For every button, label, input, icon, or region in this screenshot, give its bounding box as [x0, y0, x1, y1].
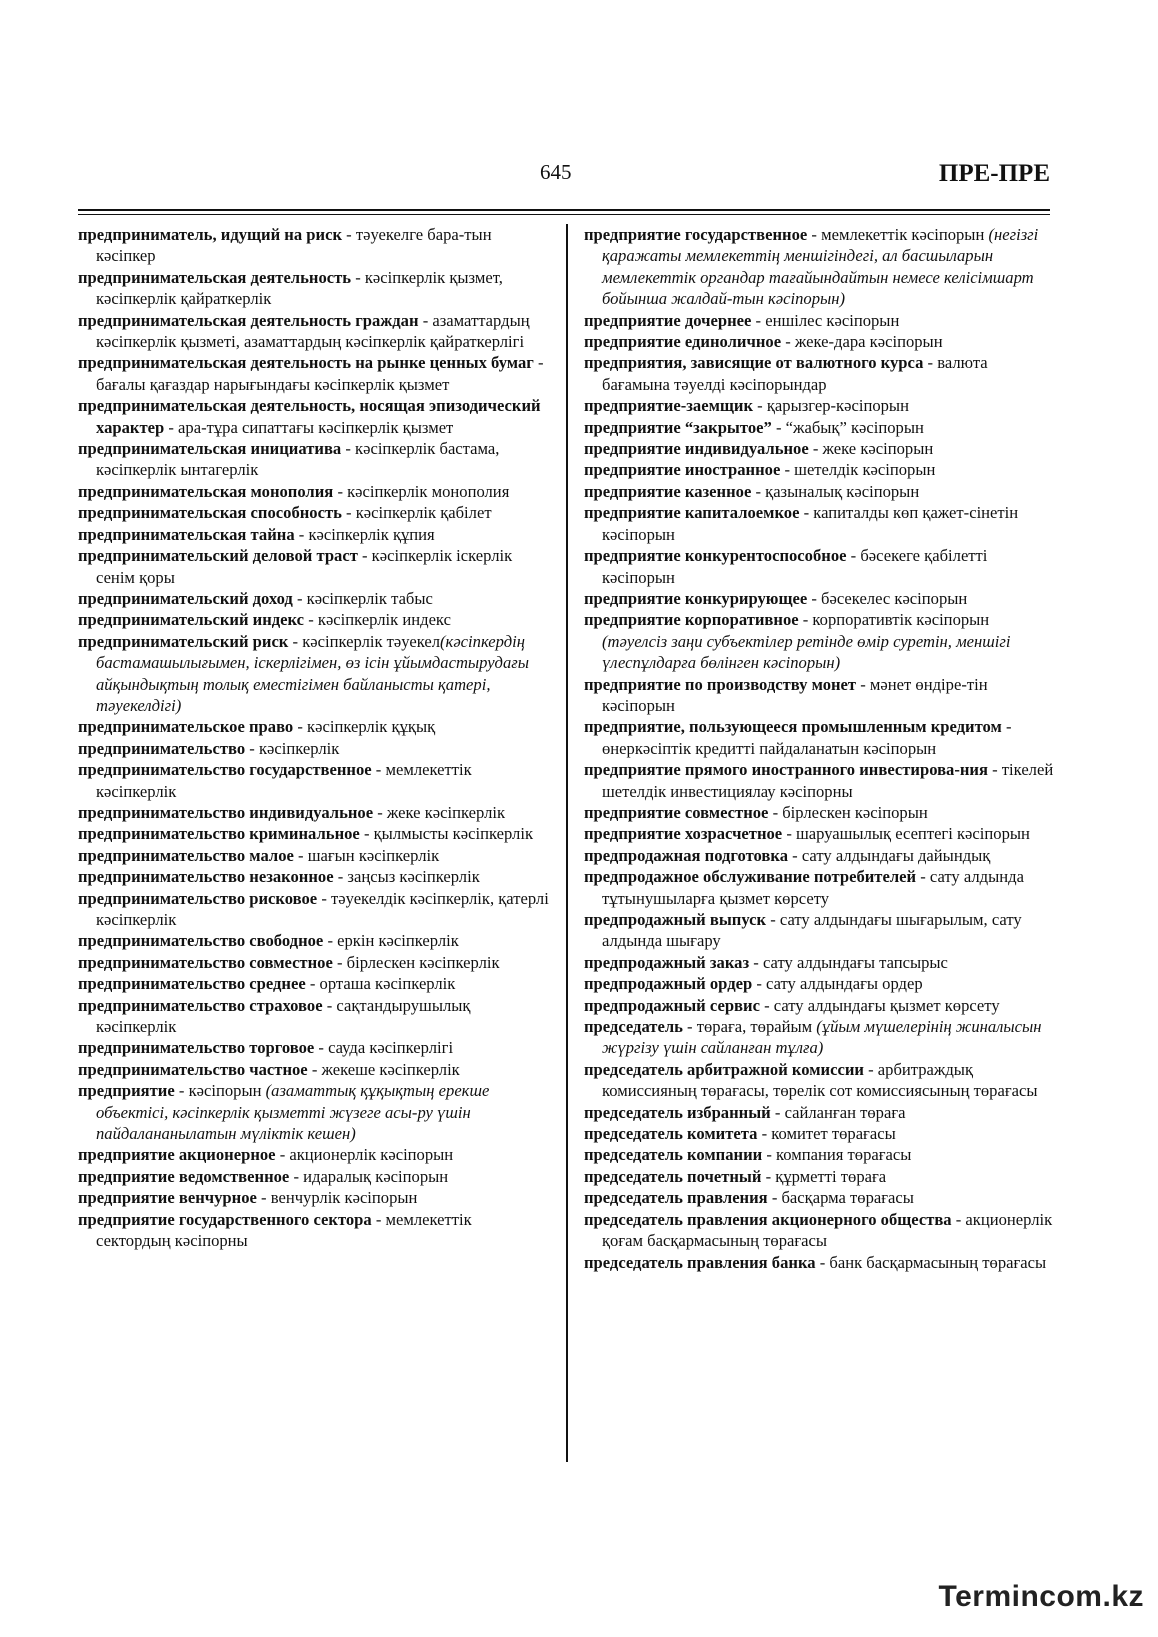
dictionary-entry [584, 588, 1054, 609]
entry-translation: - акционерлік кәсіпорын [275, 1145, 454, 1165]
entry-term: председатель правления акционерного общества [584, 1209, 952, 1229]
entry-translation: - банк басқармасының төрағасы [815, 1252, 1047, 1272]
entry-translation: - сауда кәсіпкерлігі [314, 1038, 454, 1058]
dictionary-entry [584, 609, 1054, 673]
entry-translation: - сату алдындағы шығарылым, сату алдында шығару [602, 910, 1022, 951]
dictionary-entry [78, 888, 550, 931]
entry-term: председатель избранный [584, 1102, 771, 1122]
dictionary-entry [78, 1166, 550, 1187]
entry-term: предпринимательство частное [78, 1059, 308, 1079]
entry-term: предприятие капиталоемкое [584, 503, 800, 523]
entry-term: предпродажный сервис [584, 995, 760, 1015]
entry-term: предпродажный ордер [584, 974, 753, 994]
dictionary-entry [584, 1252, 1054, 1273]
dictionary-entry [584, 802, 1054, 823]
entry-translation: - идаралық кәсіпорын [289, 1166, 449, 1186]
entry-term: предприятие дочернее [584, 310, 752, 330]
dictionary-entry [78, 588, 550, 609]
entry-note: (кәсіпкердің бастамашылығымен, іскерлігімен, өз ісін ұйымдастырудағы айқындықтың толық еместігімен байланысты қатері, тәуекелдігі) [96, 631, 529, 715]
entry-term: предприятие совместное [584, 802, 769, 822]
dictionary-entry [78, 952, 550, 973]
entry-translation: - сату алдындағы дайындық [788, 845, 991, 865]
dictionary-entry [78, 1187, 550, 1208]
dictionary-entry [78, 1059, 550, 1080]
entry-note: (азаматтық құқықтың ерекше объектісі, кәсіпкерлік қызметті жүзеге асы-ру үшін пайдалананылатын мүліктік кешен) [96, 1081, 490, 1144]
entry-term: председатель компании [584, 1145, 763, 1165]
dictionary-entry [584, 909, 1054, 952]
entry-translation: - қарызгер-кәсіпорын [753, 396, 909, 416]
entry-translation: - кәсіпкерлік индекс [304, 610, 451, 630]
dictionary-entry [584, 502, 1054, 545]
entry-term: предпродажный выпуск [584, 910, 767, 929]
entry-term: предпродажное обслуживание потребителей [584, 867, 917, 887]
left-column [78, 224, 550, 1252]
dictionary-entry [78, 1144, 550, 1165]
logo-text: Termincom.kz [938, 1580, 1144, 1613]
dictionary-entry [584, 545, 1054, 588]
entry-translation: - сақтандырушылық кәсіпкерлік [96, 995, 471, 1037]
entry-term: предпринимательство индивидуальное [78, 802, 374, 822]
entry-term: председатель почетный [584, 1166, 762, 1186]
entry-term: предпринимательский доход [78, 588, 293, 608]
dictionary-entry [78, 995, 550, 1038]
header-rule-thin [78, 214, 1050, 215]
dictionary-entry [584, 973, 1054, 994]
entry-translation: - төраға, төрайым [682, 1017, 817, 1037]
entry-translation: - кәсіпкерлік [245, 738, 340, 758]
entry-term: предприятие венчурное [78, 1188, 257, 1208]
entry-term: предпринимательская деятельность на рынке ценных бумаг [78, 353, 534, 373]
entry-term: предпринимательство незаконное [78, 867, 334, 887]
entry-translation: - кәсіпкерлік монополия [333, 481, 510, 501]
entry-translation: - мемлекеттік сектордың кәсіпорны [96, 1209, 472, 1251]
dictionary-entry [78, 267, 550, 310]
entry-translation: - орташа кәсіпкерлік [305, 974, 456, 994]
entry-translation: - кәсіпкерлік құпия [294, 524, 435, 544]
entry-term: предприятие прямого иностранного инвестирова-ния [584, 760, 988, 780]
dictionary-entry [584, 481, 1054, 502]
entry-term: предприятие по производству монет [584, 674, 857, 694]
entry-translation: - арбитраждық комиссияның төрағасы, төрелік сот комиссиясының төрағасы [602, 1059, 1038, 1101]
dictionary-entry [584, 352, 1054, 395]
dictionary-entry [584, 952, 1054, 973]
entry-translation: - шетелдік кәсіпорын [780, 460, 936, 480]
dictionary-entry [584, 759, 1054, 802]
entry-translation: - мемлекеттік кәсіпкерлік [96, 760, 472, 801]
dictionary-entry [584, 716, 1054, 759]
entry-term: предприятие-заемщик [584, 396, 754, 416]
entry-term: предпринимательство рисковое [78, 888, 318, 908]
entry-translation: - басқарма төрағасы [767, 1188, 914, 1208]
dictionary-entry [78, 438, 550, 481]
dictionary-entry [78, 738, 550, 759]
dictionary-entry [584, 823, 1054, 844]
entry-term: предпринимательский риск [78, 631, 289, 651]
dictionary-entry [584, 459, 1054, 480]
entry-translation: - қылмысты кәсіпкерлік [359, 824, 534, 844]
entry-term: предприятие иностранное [584, 460, 781, 480]
entry-translation: - кәсіпкерлік қызмет, кәсіпкерлік қайраткерлік [96, 267, 503, 309]
entry-term: предпринимательство [78, 738, 246, 758]
entry-term: предприятие единоличное [584, 332, 782, 352]
entry-translation: - кәсіпкерлік табыс [292, 588, 433, 608]
entry-term: предприятие конкурирующее [584, 588, 808, 608]
entry-translation: - мемлекеттік кәсіпорын [807, 225, 989, 244]
entry-translation: - қазыналық кәсіпорын [751, 481, 920, 501]
dictionary-entry [584, 1209, 1054, 1252]
entry-translation: - мәнет өндіре-тін кәсіпорын [602, 674, 988, 715]
dictionary-entry [78, 502, 550, 523]
dictionary-entry [78, 802, 550, 823]
header-rule [78, 209, 1050, 211]
dictionary-entry [584, 1059, 1054, 1102]
entry-term: предпринимательство свободное [78, 931, 324, 951]
entry-term: предпринимательство малое [78, 845, 294, 865]
entry-term: предприниматель, идущий на риск [78, 225, 343, 244]
entry-term: предпринимательская тайна [78, 524, 295, 544]
entry-translation: - кәсіпкерлік іскерлік сенім қоры [96, 546, 513, 587]
dictionary-entry [78, 609, 550, 630]
entry-term: предприятие “закрытое” [584, 417, 772, 437]
entry-translation: - еркін кәсіпкерлік [323, 931, 459, 951]
dictionary-entry [78, 866, 550, 887]
dictionary-entry [584, 310, 1054, 331]
dictionary-entry [78, 973, 550, 994]
entry-translation: - “жабық” кәсіпорын [771, 417, 924, 437]
entry-term: предпродажный заказ [584, 952, 750, 972]
entry-term: председатель комитета [584, 1124, 758, 1144]
entry-translation: - жеке-дара кәсіпорын [781, 332, 943, 352]
entry-translation: - тікелей шетелдік инвестициялау кәсіпорны [602, 760, 1054, 801]
entry-translation: - кәсіпорын [174, 1081, 266, 1101]
entry-term: предпринимательская деятельность, носящая эпизодический характер [78, 396, 541, 437]
dictionary-entry [584, 1166, 1054, 1187]
entry-term: предприятие государственное [584, 225, 808, 244]
entry-term: предприятие хозрасчетное [584, 824, 783, 844]
entry-translation: - бірлескен кәсіпкерлік [332, 952, 500, 972]
entry-term: председатель правления [584, 1188, 768, 1208]
dictionary-entry [78, 1209, 550, 1252]
entry-translation: - жеке кәсіпорын [808, 439, 934, 459]
entry-term: предпринимательство государственное [78, 760, 372, 780]
entry-term: предпринимательская деятельность [78, 267, 352, 287]
dictionary-entry [584, 995, 1054, 1016]
entry-translation: - тәуекелдік кәсіпкерлік, қатерлі кәсіпкерлік [96, 888, 549, 929]
dictionary-entry [584, 1144, 1054, 1165]
entry-translation: - сайланған төраға [770, 1102, 906, 1122]
entry-term: предпринимательская способность [78, 503, 342, 523]
entry-term: предпринимательское право [78, 717, 294, 737]
entry-translation: - кәсіпкерлік бастама, кәсіпкерлік ынтагерлік [96, 439, 500, 480]
entry-translation: - валюта бағамына тәуелді кәсіпорындар [602, 353, 988, 394]
entry-term: предприятие, пользующееся промышленным кредитом [584, 717, 1002, 737]
entry-term: предпродажная подготовка [584, 845, 789, 865]
entry-translation: - бәсекелес кәсіпорын [807, 588, 968, 608]
entry-translation: - бағалы қағаздар нарығындағы кәсіпкерлік қызмет [96, 353, 544, 394]
entry-note: (ұйым мүшелерінің жиналысын жүргізу үшін сайланған тұлға) [602, 1017, 1042, 1058]
entry-translation: - еншілес кәсіпорын [751, 310, 900, 330]
dictionary-entry [584, 417, 1054, 438]
entry-translation: - ара-тұра сипаттағы кәсіпкерлік қызмет [164, 417, 454, 437]
entry-term: предпринимательство криминальное [78, 824, 360, 844]
entry-note: (негізгі қаражаты мемлекеттің меншігіндегі, ал басшыларын мемлекеттік органдар тағайындайтын немесе келісімшарт бойынша жалдай-тын кәсіпорын) [602, 225, 1039, 309]
entry-translation: - компания төрағасы [762, 1145, 912, 1165]
dictionary-entry [78, 545, 550, 588]
entry-translation: - кәсіпкерлік қабілет [341, 503, 492, 523]
entry-translation: - венчурлік кәсіпорын [256, 1188, 418, 1208]
dictionary-entry [78, 845, 550, 866]
dictionary-entry [584, 1016, 1054, 1059]
entry-translation: - өнеркәсіптік кредитті пайдаланатын кәсіпорын [602, 717, 1012, 758]
entry-term: предпринимательство среднее [78, 974, 306, 994]
entry-term: предприятие ведомственное [78, 1166, 290, 1186]
dictionary-entry [78, 1080, 550, 1144]
dictionary-entry [78, 524, 550, 545]
dictionary-entry [78, 930, 550, 951]
dictionary-entry [584, 1123, 1054, 1144]
entry-translation: - сату алдындағы тапсырыс [749, 952, 948, 972]
page-number: 645 [540, 160, 572, 184]
entry-term: предприятие индивидуальное [584, 439, 809, 459]
entry-term: предпринимательский индекс [78, 610, 305, 630]
dictionary-entry [78, 1037, 550, 1058]
dictionary-entry [78, 352, 550, 395]
entry-translation: - комитет төрағасы [757, 1124, 896, 1144]
entry-term: предпринимательская деятельность граждан [78, 310, 419, 330]
dictionary-entry [78, 395, 550, 438]
entry-translation: - бірлескен кәсіпорын [768, 802, 928, 822]
entry-term: предприятие акционерное [78, 1145, 276, 1165]
entry-translation: - бәсекеге қабілетті кәсіпорын [602, 546, 988, 587]
entry-term: предприятие [78, 1081, 175, 1101]
entry-term: предприятие конкурентоспособное [584, 546, 847, 566]
entry-term: предпринимательство страховое [78, 995, 323, 1015]
column-divider [566, 224, 568, 1462]
entry-translation: - корпоративтік кәсіпорын [798, 610, 990, 630]
right-column [584, 224, 1054, 1273]
site-logo [939, 1580, 1145, 1614]
dictionary-entry [584, 1102, 1054, 1123]
entry-translation: - акционерлік қоғам басқармасының төрағасы [602, 1209, 1053, 1251]
dictionary-entry [584, 395, 1054, 416]
dictionary-entry [78, 823, 550, 844]
dictionary-entry [584, 866, 1054, 909]
dictionary-entry [78, 310, 550, 353]
entry-translation: - заңсыз кәсіпкерлік [333, 867, 480, 887]
entry-term: предпринимательская монополия [78, 481, 334, 501]
entry-translation: - шаруашылық есептегі кәсіпорын [782, 824, 1030, 844]
entry-translation: - құрметті төраға [761, 1166, 887, 1186]
dictionary-entry [584, 845, 1054, 866]
entry-term: предприятие казенное [584, 481, 752, 501]
entry-translation: - кәсіпкерлік тәуекел [288, 631, 441, 651]
entry-term: предприятие государственного сектора [78, 1209, 372, 1229]
entry-translation: - шағын кәсіпкерлік [293, 845, 440, 865]
dictionary-entry [584, 438, 1054, 459]
entry-translation: - тәуекелге бара-тын кәсіпкер [96, 225, 492, 266]
entry-term: предприятия, зависящие от валютного курса [584, 353, 924, 373]
entry-translation: - жекеше кәсіпкерлік [307, 1059, 460, 1079]
entry-term: предпринимательство совместное [78, 952, 333, 972]
running-head: ПРЕ-ПРЕ [938, 160, 1050, 187]
entry-term: предпринимательство торговое [78, 1038, 315, 1058]
entry-translation: - жеке кәсіпкерлік [373, 802, 506, 822]
entry-term: предпринимательский деловой траст [78, 546, 358, 566]
dictionary-entry [78, 224, 550, 267]
dictionary-entry [584, 1187, 1054, 1208]
entry-term: председатель арбитражной комиссии [584, 1059, 864, 1079]
entry-translation: - азаматтардың кәсіпкерлік қызметі, азаматтардың кәсіпкерлік қайраткерлігі [96, 310, 530, 352]
entry-translation: - сату алдындағы қызмет көрсету [759, 995, 1000, 1015]
dictionary-entry [584, 674, 1054, 717]
dictionary-entry [584, 224, 1054, 310]
entry-translation: - капиталды көп қажет-сінетін кәсіпорын [602, 503, 1019, 544]
entry-term: предприятие корпоративное [584, 610, 799, 630]
entry-term: предпринимательская инициатива [78, 439, 342, 459]
entry-term: председатель правления банка [584, 1252, 816, 1272]
dictionary-entry [78, 759, 550, 802]
dictionary-entry [78, 481, 550, 502]
entry-translation: - сату алдындағы ордер [752, 974, 923, 994]
entry-translation: - кәсіпкерлік құқық [293, 717, 436, 737]
dictionary-entry [78, 631, 550, 717]
dictionary-entry [78, 716, 550, 737]
entry-term: председатель [584, 1017, 683, 1037]
entry-note: (тәуелсіз заңи субъектілер ретінде өмір суретін, меншігі үлеспұлдарға бөлінген кәсіпорын) [602, 631, 1011, 673]
entry-translation: - сату алдында тұтынушыларға қызмет көрсету [602, 867, 1024, 908]
dictionary-entry [584, 331, 1054, 352]
